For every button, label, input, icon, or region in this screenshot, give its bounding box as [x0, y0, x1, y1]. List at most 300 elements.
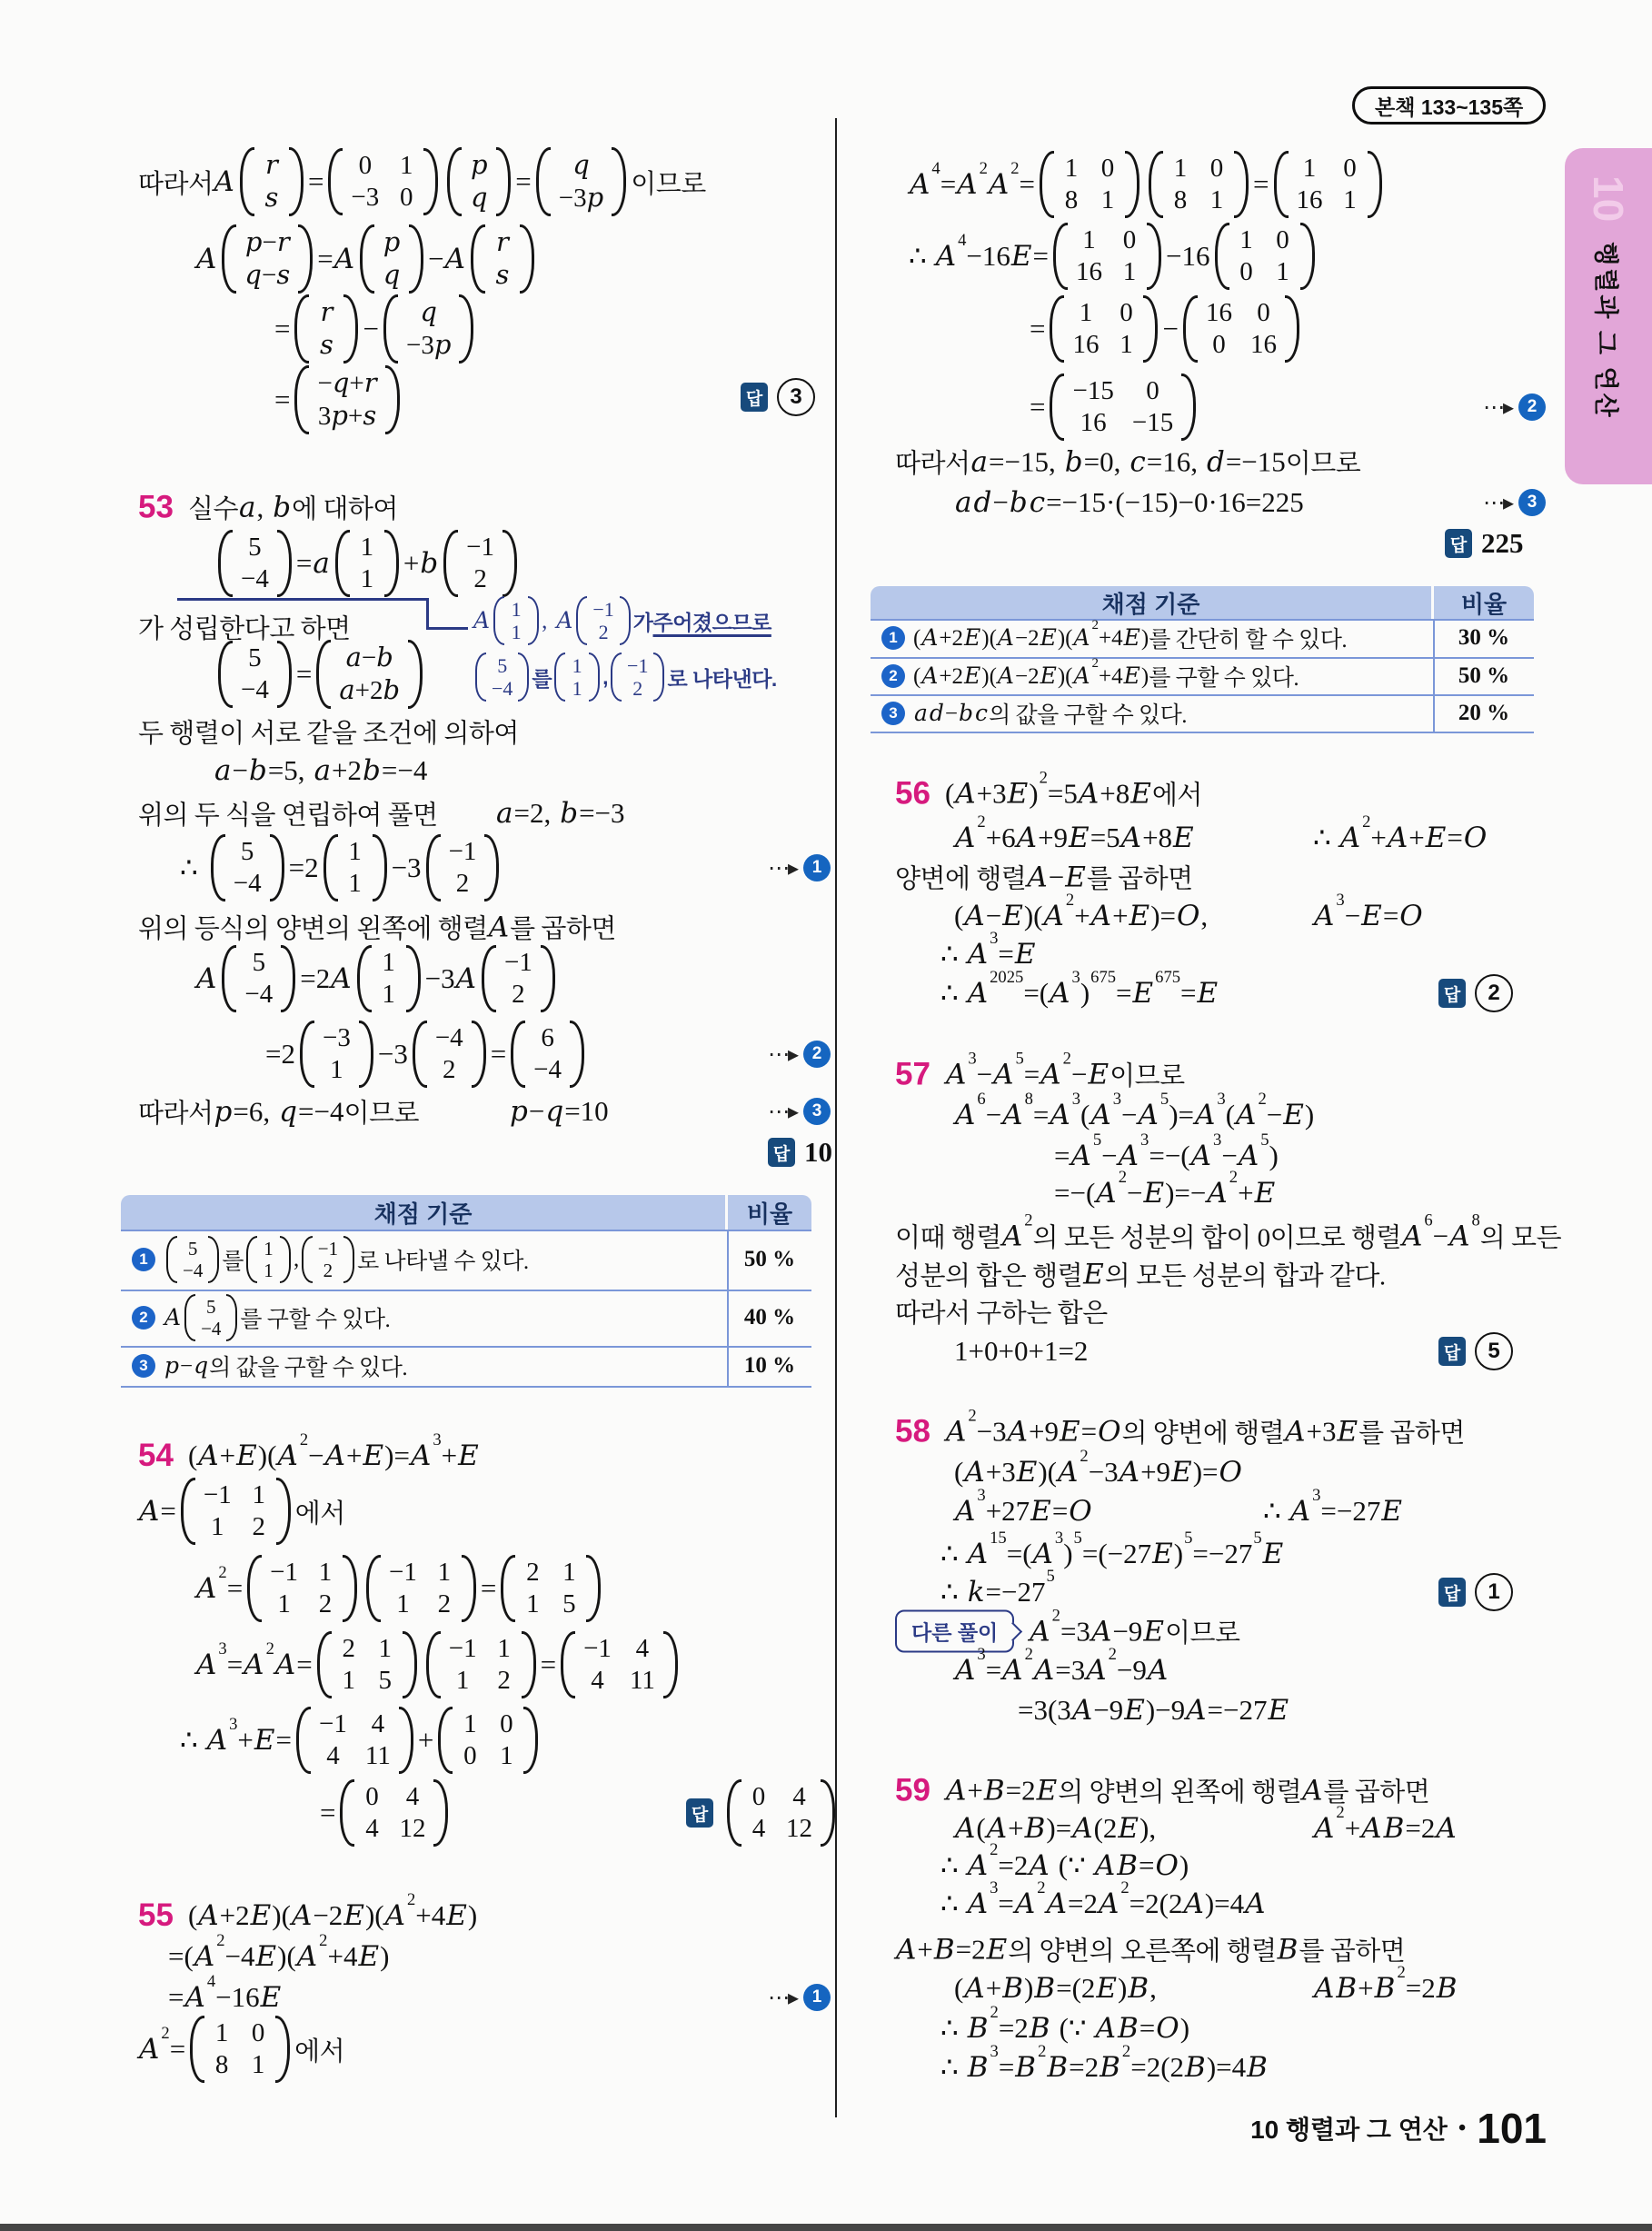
table-ratio-value: 20 %	[1458, 700, 1510, 725]
matrix: 16 0 0 16	[1183, 295, 1299, 363]
math-run: =(A $^2$−4E)(A $^2$+4E)	[168, 1931, 390, 1973]
math-run: (A+3E)(A $^2$−3A+9E)=O	[954, 1447, 1242, 1489]
solution-line	[168, 1931, 390, 1973]
math-run: p−q	[164, 1352, 209, 1379]
annotation-connector-line	[426, 627, 468, 630]
matrix: 1 1	[554, 652, 600, 702]
matrix: 5 −4	[184, 1294, 237, 1341]
solution-line	[138, 1430, 480, 1474]
solution-line	[909, 151, 1387, 218]
solution-line	[895, 1406, 1465, 1450]
solution-line	[168, 1972, 282, 2014]
text-run: 의 모든	[1479, 1223, 1562, 1253]
solution-line	[909, 223, 1319, 290]
text-run: 를 곱하면	[510, 914, 616, 944]
solution-line	[1313, 1803, 1458, 1845]
math-run: −3	[377, 1038, 408, 1070]
math-run: a, b	[238, 491, 292, 523]
math-run: A	[1302, 1774, 1323, 1807]
problem-number: 56	[895, 775, 930, 811]
solution-line	[320, 1779, 453, 1847]
answer	[686, 1779, 840, 1847]
matrix: −1 1 1 2	[181, 1478, 291, 1545]
table-column-divider	[1433, 619, 1435, 732]
matrix: 1 1	[357, 945, 421, 1012]
text-run: 실수	[187, 494, 238, 524]
math-run: A $^2$	[1001, 1210, 1033, 1252]
text-run: 의 모든 성분의 합과 같다.	[1104, 1261, 1386, 1291]
table-row	[121, 1346, 728, 1386]
math-run: ∴ A $^3$=−27E	[1263, 1486, 1403, 1528]
matrix: 2 1 1 5	[501, 1555, 601, 1622]
matrix: −1 2	[426, 834, 500, 901]
math-run: ∴ $k=-27^5$	[940, 1567, 1055, 1609]
step-marker	[1483, 489, 1546, 516]
step-number-icon: 1	[881, 626, 905, 650]
math-run: ∴ A $^3$=E	[940, 929, 1036, 971]
math-run: B	[1277, 1933, 1299, 1966]
marker-number-icon: 2	[803, 1041, 831, 1068]
math-run: A $^2$+6A+9E=5A+8E	[955, 812, 1194, 854]
solution-line	[214, 530, 522, 597]
table-ratio-value: 30 %	[1458, 625, 1510, 650]
step-marker	[768, 854, 831, 881]
text-run: 주어졌으므로	[652, 610, 771, 634]
math-run: A $^2$=	[139, 2024, 186, 2066]
text-run: 가 성립한다고 하면	[138, 614, 351, 644]
solution-line	[138, 795, 438, 832]
math-run: =2	[288, 852, 319, 883]
answer-label-icon: 답	[1438, 1337, 1466, 1366]
matrix: q −3p	[383, 294, 473, 364]
solution-line	[940, 929, 1037, 971]
math-run: (A−E)(A $^2$+A+E)=O,	[954, 891, 1209, 932]
math-run: =A $^5$−A $^3$=−(A $^3$−A $^5$)	[1054, 1130, 1279, 1172]
math-run: A $^3$−A $^5$=A $^2$−E	[945, 1049, 1110, 1091]
answer	[1438, 974, 1513, 1012]
solution-line	[940, 968, 1219, 1010]
math-run: =	[490, 1038, 507, 1070]
text-run: 따라서 구하는 합은	[895, 1299, 1108, 1329]
matrix: −1 2	[482, 945, 555, 1012]
math-run: p−q=10	[510, 1095, 609, 1128]
matrix: p q	[447, 147, 511, 216]
grading-table-header	[121, 1195, 811, 1230]
math-run: =	[540, 1648, 557, 1680]
matrix: p q	[360, 224, 423, 294]
solution-line	[180, 1707, 542, 1774]
answer-value: 10	[804, 1136, 832, 1168]
math-run: =	[1030, 391, 1046, 423]
table-ratio-value: 50 %	[743, 1247, 796, 1271]
math-run: ∴ A $^{2025}$=(A $^3$)$^{675}$=E $^{675}$=E	[940, 968, 1219, 1010]
answer	[1445, 527, 1524, 560]
matrix: 1 1	[246, 1236, 291, 1283]
math-run: E	[1083, 1258, 1104, 1290]
text-run: 이므로	[631, 169, 706, 199]
text-run: 로 나타낸다.	[667, 666, 777, 691]
text-run: 를 곱하면	[1323, 1778, 1430, 1808]
solution-line	[895, 1772, 1429, 1809]
solution-line	[138, 1478, 345, 1545]
page-footer	[1045, 2104, 1547, 2153]
solution-line	[195, 224, 539, 294]
solution-line	[138, 1890, 478, 1934]
marker-dots-icon: ⋯▸	[1483, 394, 1513, 420]
text-run: 따라서	[138, 169, 214, 199]
math-run: A $^3$=A $^2$A=	[196, 1639, 313, 1681]
math-run: A $^4$=A $^2$A $^2$=	[910, 159, 1036, 201]
math-run: A	[473, 607, 491, 633]
text-run: 를	[222, 1250, 244, 1274]
footer-separator: •	[1458, 2116, 1467, 2140]
solution-line	[138, 147, 706, 216]
math-run: =	[1253, 168, 1269, 200]
answer-value: 225	[1481, 527, 1524, 559]
math-run: ∴ A $^3$=A $^2$A=2A $^2$=2(2A)=4A	[940, 1878, 1266, 1920]
text-run: 성분의 합은 행렬	[895, 1261, 1083, 1291]
matrix: −1 2	[576, 596, 630, 645]
solution-line	[954, 1090, 1315, 1131]
footer-page-number: 101	[1477, 2105, 1547, 2152]
text-run: 의 양변에 행렬	[1121, 1419, 1285, 1449]
answer-choice-circle: 3	[777, 378, 815, 416]
table-ratio-value: 10 %	[743, 1353, 796, 1378]
step-marker	[1483, 393, 1546, 421]
solution-line	[495, 797, 625, 830]
text-run: 의 값을 구할 수 있다.	[209, 1356, 408, 1380]
math-run: =a	[295, 547, 330, 580]
text-run: 의 값을 구할 수 있다.	[989, 702, 1188, 728]
answer-choice-circle: 2	[1475, 974, 1513, 1012]
solution-line	[954, 891, 1209, 932]
math-run: ∴ A $^2$=2A (∵ AB=O)	[940, 1840, 1189, 1882]
math-run: −3A	[424, 962, 476, 995]
solution-line	[1030, 373, 1200, 441]
text-run: 이므로	[1110, 1061, 1185, 1091]
table-column-divider	[727, 1230, 729, 1386]
text-run: 로 나타낼 수 있다.	[357, 1250, 529, 1274]
matrix: 0 1 −3 0	[328, 148, 438, 215]
math-run: (A+2E)(A−2E)(A $^2$+4E)	[913, 618, 1149, 651]
answer	[1438, 1332, 1513, 1370]
marker-dots-icon: ⋯▸	[768, 1099, 798, 1124]
solution-line	[1018, 1694, 1289, 1727]
solution-line	[895, 1049, 1185, 1093]
math-run: ∴ A $^4$−16E=	[909, 231, 1050, 273]
math-run: A $^2$=3A−9E	[1030, 1606, 1164, 1648]
math-run: =	[295, 658, 313, 690]
solution-line	[895, 1931, 1405, 1968]
solution-line	[1313, 891, 1424, 932]
matrix: 5 −4	[222, 945, 295, 1012]
math-run: ∴	[180, 852, 198, 883]
matrix: −4 2	[413, 1021, 486, 1088]
math-run: ∴ A $^2$+A+E=O	[1313, 812, 1488, 854]
matrix: 5 −4	[211, 834, 284, 901]
matrix: −1 4 4 11	[561, 1631, 678, 1698]
matrix: −1 1 1 2	[366, 1555, 476, 1622]
text-run: 이때 행렬	[895, 1223, 1001, 1253]
solution-line	[138, 2016, 344, 2083]
math-run: =	[320, 1797, 336, 1828]
marker-dots-icon: ⋯▸	[1483, 490, 1513, 515]
text-run: 위의 두 식을 연립하여 풀면	[138, 801, 438, 831]
step-number-icon: 2	[132, 1306, 155, 1330]
matrix: p−r q−s	[222, 224, 313, 294]
math-run: ad−bc=−15·(−15)−0·16=225	[955, 486, 1304, 519]
matrix: 1 0 16 1	[1053, 223, 1161, 290]
answer-label-icon: 답	[768, 1138, 795, 1167]
text-run: ,	[602, 664, 609, 689]
math-run: =A $^4$−16E	[168, 1972, 282, 2014]
text-run: 에서	[294, 2037, 345, 2067]
step-marker	[768, 1041, 831, 1068]
matrix: 5 −4	[218, 530, 292, 597]
marker-number-icon: 3	[803, 1098, 831, 1125]
matrix: 1 1	[335, 530, 399, 597]
math-run: =	[515, 165, 532, 197]
math-run: 1+0+0+1=2	[954, 1335, 1089, 1367]
solution-line	[1054, 1130, 1279, 1172]
header-criteria: 채점 기준	[871, 586, 1434, 619]
text-run: 를 간단히 할 수 있다.	[1149, 628, 1348, 652]
math-run: =2	[265, 1038, 295, 1070]
text-run: 가	[632, 610, 653, 634]
solution-line	[940, 1529, 1284, 1570]
problem-number: 59	[895, 1772, 930, 1808]
math-run: −16	[1166, 240, 1210, 272]
math-run: , A	[542, 607, 573, 633]
solution-line	[895, 443, 1360, 481]
marker-number-icon: 1	[803, 854, 831, 881]
chapter-side-tab-inner	[1565, 148, 1652, 484]
marker-number-icon: 3	[1518, 489, 1546, 516]
table-row	[121, 1290, 728, 1346]
matrix: −1 4 4 11	[296, 1707, 413, 1774]
annotation-connector-line	[177, 598, 429, 601]
step-number-icon: 3	[132, 1354, 155, 1378]
solution-line	[940, 1567, 1055, 1609]
matrix: 5 −4	[218, 641, 292, 708]
solution-line	[954, 1972, 1157, 2005]
solution-line	[895, 1210, 1562, 1255]
matrix: 1 0 0 1	[438, 1707, 538, 1774]
matrix: 1 0 8 1	[1040, 151, 1139, 218]
solution-line	[1313, 812, 1488, 854]
solution-line	[195, 1555, 605, 1622]
solution-line	[895, 1256, 1386, 1293]
text-run: 따라서	[138, 1099, 214, 1129]
math-run: +b	[403, 547, 439, 580]
text-run: 를	[532, 666, 552, 691]
math-run: p=6, q=−4	[214, 1095, 344, 1128]
matrix: 0 4 4 12	[340, 1779, 448, 1847]
matrix: 6 −4	[511, 1021, 584, 1088]
header-ratio: 비율	[1460, 591, 1508, 618]
problem-number: 57	[895, 1056, 930, 1091]
text-run: 따라서	[895, 449, 970, 479]
step-marker	[768, 1984, 831, 2011]
math-run: ∴ A $^{15}$=(A $^3)^5=(-27E)^5=-27^5E$	[940, 1529, 1284, 1570]
marker-dots-icon: ⋯▸	[768, 855, 798, 881]
text-run: 의 모든 성분의 합이 0이므로 행렬	[1032, 1223, 1401, 1253]
table-line	[121, 1386, 811, 1388]
matrix: a−b a+2b	[316, 640, 423, 709]
text-run: 를 구할 수 있다.	[1149, 665, 1299, 691]
step-number-icon: 3	[881, 702, 905, 725]
matrix: −3 1	[300, 1021, 373, 1088]
text-run: 의 양변의 왼쪽에 행렬	[1058, 1778, 1302, 1808]
solution-line	[940, 1840, 1189, 1882]
text-run: 두 행렬이 서로 같을 조건에 의하여	[138, 719, 519, 749]
solution-line	[138, 1093, 419, 1130]
solution-line	[138, 489, 398, 526]
marker-number-icon: 2	[1518, 393, 1546, 421]
matrix: −1 2	[302, 1236, 354, 1283]
math-run: A+B=2E	[945, 1774, 1058, 1807]
solution-line	[1313, 1963, 1458, 2005]
math-run: =−(A $^2$−E)=−A $^2$+E	[1054, 1168, 1276, 1210]
math-run: =A	[317, 243, 355, 275]
math-run: A	[196, 243, 217, 275]
answer	[1438, 1573, 1513, 1611]
text-run: 위의 등식의 양변의 왼쪽에 행렬	[138, 914, 488, 944]
text-run: 의 양변의 오른쪽에 행렬	[1008, 1937, 1277, 1967]
matrix: 1 0 0 1	[1215, 223, 1315, 290]
text-run: 양변에 행렬	[895, 864, 1027, 894]
problem-number: 55	[138, 1897, 174, 1933]
solution-line	[954, 1447, 1243, 1489]
matrix: −1 1 1 2	[247, 1555, 357, 1622]
step-number-icon: 2	[881, 664, 905, 688]
table-ratio-value: 50 %	[1458, 662, 1510, 688]
annotation-note-line	[473, 596, 771, 645]
table-row	[121, 1230, 728, 1290]
annotation-note-line	[473, 652, 777, 702]
step-number-icon: 1	[132, 1248, 155, 1271]
marker-dots-icon: ⋯▸	[768, 1041, 798, 1067]
text-run: 에서	[294, 1499, 345, 1529]
table-ratio-value: 40 %	[743, 1305, 796, 1330]
matrix: −1 1 1 2	[426, 1631, 536, 1698]
math-run: (A+B)B=(2E)B,	[954, 1972, 1157, 2005]
solution-line	[180, 834, 503, 901]
text-run: ,	[294, 1247, 299, 1271]
step-marker	[768, 1098, 831, 1125]
math-run: A $^3$+27E=O	[955, 1486, 1092, 1528]
solution-line	[895, 768, 1202, 812]
matrix: r s	[471, 224, 534, 294]
math-run: A $^6$−A $^8$	[1401, 1210, 1480, 1252]
source-page-badge-label: 본책 133~135쪽	[1375, 95, 1524, 119]
text-run: 에서	[1151, 781, 1202, 811]
alt-solution-tag: 다른 풀이	[895, 1610, 1014, 1653]
answer-choice-circle: 1	[1475, 1573, 1513, 1611]
math-run: −3	[391, 852, 422, 883]
solution-line	[1263, 1486, 1403, 1528]
solution-line	[509, 1095, 609, 1128]
footer-chapter: 10 행렬과 그 연산	[1250, 2116, 1448, 2144]
matrix: 2 1 1 5	[317, 1631, 417, 1698]
chapter-number: 10	[1585, 175, 1632, 223]
math-run: A+B=2E	[896, 1933, 1008, 1966]
matrix: −1 2	[611, 652, 664, 702]
math-run: A $^2$=	[196, 1563, 244, 1605]
math-run: A=	[139, 1495, 176, 1528]
matrix: q −3p	[536, 147, 626, 216]
header-criteria: 채점 기준	[121, 1195, 728, 1230]
solution-line	[1030, 295, 1304, 363]
text-run: 이므로	[343, 1099, 420, 1129]
math-run: AB+B $^2$=2B	[1314, 1963, 1458, 2005]
text-run: 를 곱하면	[1086, 864, 1193, 894]
problem-number: 58	[895, 1413, 930, 1449]
solution-line	[940, 2003, 1190, 2045]
matrix: r s	[294, 294, 358, 364]
solution-line	[954, 812, 1195, 854]
source-page-badge	[1352, 86, 1546, 124]
text-run: 를 곱하면	[1358, 1419, 1465, 1449]
math-run: A+3E	[1285, 1415, 1358, 1448]
math-run: −	[1162, 313, 1179, 344]
matrix: r s	[240, 147, 304, 216]
solution-line	[274, 294, 478, 364]
solution-line	[895, 1606, 1240, 1653]
solution-line	[954, 1335, 1088, 1368]
matrix: −1 2	[443, 530, 517, 597]
math-run: +	[417, 1724, 434, 1756]
solution-line	[274, 365, 404, 434]
math-run: =	[274, 313, 291, 344]
chapter-title: 행렬과 그 연산	[1592, 242, 1620, 420]
matrix: 1 1	[493, 596, 539, 645]
math-run: A $^2$−3A+9E=O	[945, 1406, 1121, 1448]
marker-dots-icon: ⋯▸	[768, 1985, 798, 2010]
text-run: 이므로	[1285, 449, 1361, 479]
answer-label-icon: 답	[1438, 979, 1466, 1008]
solution-line	[954, 1645, 1169, 1687]
math-run: =3(3A−9E)−9A=−27E	[1018, 1694, 1289, 1727]
solution-line	[138, 713, 519, 751]
math-run: (A+2E)(A−2E)(A $^2$+4E)	[187, 1890, 478, 1932]
solution-line	[954, 486, 1304, 519]
grading-table-header	[871, 586, 1534, 619]
math-run: a=2, b=−3	[496, 797, 625, 830]
answer	[741, 378, 815, 416]
math-run: A $^2$+AB=2A	[1314, 1803, 1457, 1845]
table-row	[871, 619, 1434, 657]
text-run: 를 곱하면	[1299, 1937, 1406, 1967]
math-run: −A	[428, 243, 465, 275]
solution-line	[895, 859, 1193, 896]
math-run: =2A	[300, 962, 352, 995]
math-run: a−b=5, a+2b=−4	[214, 754, 428, 787]
answer-label-icon: 답	[1445, 529, 1472, 558]
matrix: 1 0 8 1	[1149, 151, 1249, 218]
math-run: A	[214, 165, 234, 198]
math-run: A	[164, 1304, 182, 1330]
answer-label-icon: 답	[741, 383, 768, 412]
solution-line	[1054, 1168, 1276, 1210]
matrix: 1 0 16 1	[1050, 295, 1158, 363]
solution-line	[138, 909, 616, 946]
chapter-side-tab	[1565, 148, 1652, 484]
matrix: 1 0 8 1	[190, 2016, 290, 2083]
matrix: −15 0 16 −15	[1050, 373, 1196, 441]
matrix: −q+r 3p+s	[294, 365, 399, 434]
math-run: −	[363, 313, 379, 344]
